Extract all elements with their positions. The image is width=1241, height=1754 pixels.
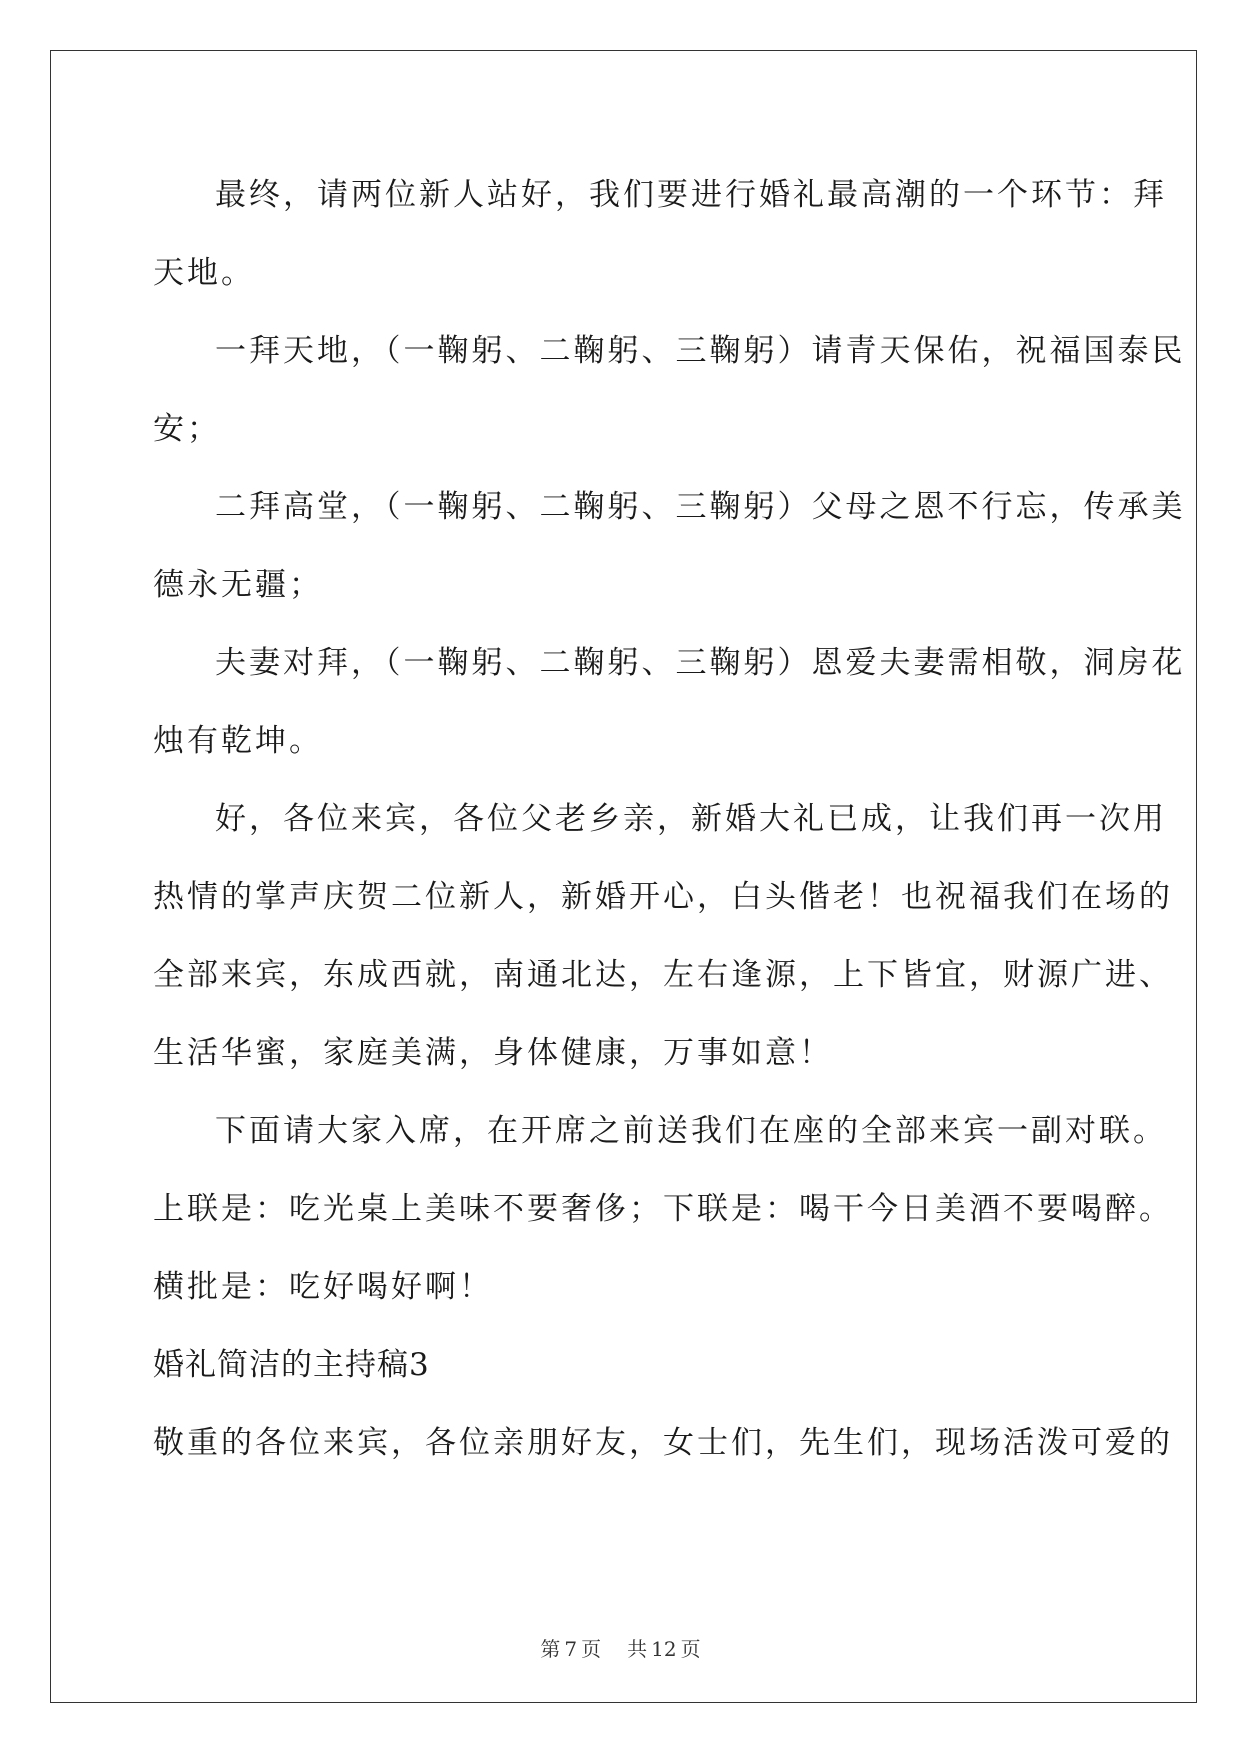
document-body <box>153 156 1186 1482</box>
text-line: 好，各位来宾，各位父老乡亲，新婚大礼已成，让我们再一次用 <box>215 801 1167 837</box>
text-line: 下面请大家入席，在开席之前送我们在座的全部来宾一副对联。 <box>215 1113 1167 1149</box>
page-label-suffix: 页 <box>581 1637 602 1661</box>
text-line: 上联是：吃光桌上美味不要奢侈；下联是：喝干今日美酒不要喝醉。 <box>153 1191 1173 1227</box>
text-line: 一拜天地，（一鞠躬、二鞠躬、三鞠躬）请青天保佑，祝福国泰民 <box>215 333 1186 369</box>
page-footer <box>0 1633 1241 1662</box>
page-number: 7 <box>564 1637 578 1661</box>
text-line: 烛有乾坤。 <box>153 723 323 759</box>
text-line: 最终，请两位新人站好，我们要进行婚礼最高潮的一个环节：拜 <box>215 177 1167 213</box>
text-line: 安； <box>153 411 221 447</box>
text-line: 夫妻对拜，（一鞠躬、二鞠躬、三鞠躬）恩爱夫妻需相敬，洞房花 <box>215 645 1186 681</box>
text-line: 横批是：吃好喝好啊！ <box>153 1269 493 1305</box>
page-label-prefix: 第 <box>540 1637 561 1661</box>
text-line: 全部来宾，东成西就，南通北达，左右逢源，上下皆宜，财源广进、 <box>153 957 1173 993</box>
text-line: 德永无疆； <box>153 567 323 603</box>
text-line: 生活华蜜，家庭美满，身体健康，万事如意！ <box>153 1035 833 1071</box>
section-heading: 婚礼简洁的主持稿3 <box>153 1347 430 1383</box>
total-label-prefix: 共 <box>627 1637 648 1661</box>
text-line: 天地。 <box>153 255 255 291</box>
text-line: 二拜高堂，（一鞠躬、二鞠躬、三鞠躬）父母之恩不行忘，传承美 <box>215 489 1186 525</box>
total-label-suffix: 页 <box>680 1637 701 1661</box>
text-line: 热情的掌声庆贺二位新人，新婚开心，白头偕老！也祝福我们在场的 <box>153 879 1173 915</box>
total-pages: 12 <box>651 1637 677 1661</box>
text-line: 敬重的各位来宾，各位亲朋好友，女士们，先生们，现场活泼可爱的 <box>153 1425 1173 1461</box>
